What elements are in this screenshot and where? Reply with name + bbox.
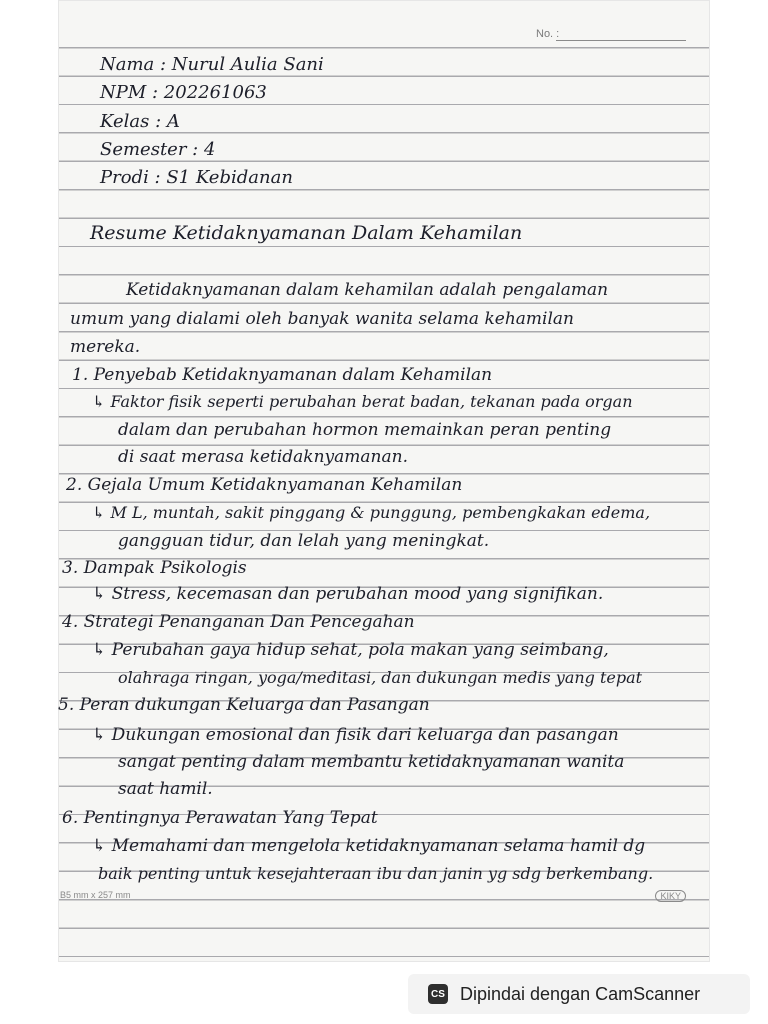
section-line: baik penting untuk kesejahteraan ibu dan janin yg sdg berkembang.	[98, 864, 654, 883]
section-heading: 6. Pentingnya Perawatan Yang Tepat	[62, 808, 378, 828]
section-heading: 5. Peran dukungan Keluarga dan Pasangan	[58, 695, 430, 715]
document-title: Resume Ketidaknyamanan Dalam Kehamilan	[90, 222, 523, 244]
section-line: ↳ Dukungan emosional dan fisik dari keluarga dan pasangan	[92, 725, 619, 745]
intro-line: umum yang dialami oleh banyak wanita selama kehamilan	[70, 309, 574, 329]
section-line: ↳ M L, muntah, sakit pinggang & punggung, pembengkakan edema,	[92, 503, 651, 522]
header-semester: Semester : 4	[100, 139, 216, 160]
section-line: ↳ Stress, kecemasan dan perubahan mood yang signifikan.	[92, 584, 604, 604]
section-heading: 1. Penyebab Ketidaknyamanan dalam Kehamilan	[72, 365, 493, 385]
notebook-page	[58, 0, 710, 962]
section-line: ↳ Memahami dan mengelola ketidaknyamanan selama hamil dg	[92, 836, 646, 856]
page-number-line	[556, 40, 686, 41]
camscanner-text: Dipindai dengan CamScanner	[460, 983, 701, 1004]
section-line: ↳ Perubahan gaya hidup sehat, pola makan yang seimbang,	[92, 640, 609, 660]
section-heading: 4. Strategi Penanganan Dan Pencegahan	[62, 612, 415, 632]
camscanner-icon: CS	[428, 984, 448, 1004]
section-heading: 3. Dampak Psikologis	[62, 558, 247, 578]
notebook-brand-logo: KIKY	[655, 890, 686, 902]
header-npm: NPM : 202261063	[100, 82, 267, 103]
header-kelas: Kelas : A	[100, 111, 180, 132]
intro-line: mereka.	[70, 337, 141, 357]
section-line: sangat penting dalam membantu ketidaknyamanan wanita	[118, 752, 625, 772]
page-number-label: No. :	[536, 28, 560, 40]
intro-line: Ketidaknyamanan dalam kehamilan adalah pengalaman	[126, 280, 609, 300]
section-heading: 2. Gejala Umum Ketidaknyamanan Kehamilan	[66, 475, 463, 495]
paper-size-label: B5 mm x 257 mm	[60, 890, 131, 900]
section-line: dalam dan perubahan hormon memainkan peran penting	[118, 420, 612, 440]
section-line: ↳ Faktor fisik seperti perubahan berat badan, tekanan pada organ	[92, 392, 633, 411]
section-line: olahraga ringan, yoga/meditasi, dan dukungan medis yang tepat	[118, 668, 643, 687]
section-line: saat hamil.	[118, 779, 213, 799]
header-nama: Nama : Nurul Aulia Sani	[100, 54, 324, 75]
camscanner-badge	[408, 974, 750, 1014]
section-line: di saat merasa ketidaknyamanan.	[118, 447, 408, 467]
section-line: gangguan tidur, dan lelah yang meningkat.	[118, 531, 490, 551]
header-prodi: Prodi : S1 Kebidanan	[100, 167, 293, 188]
